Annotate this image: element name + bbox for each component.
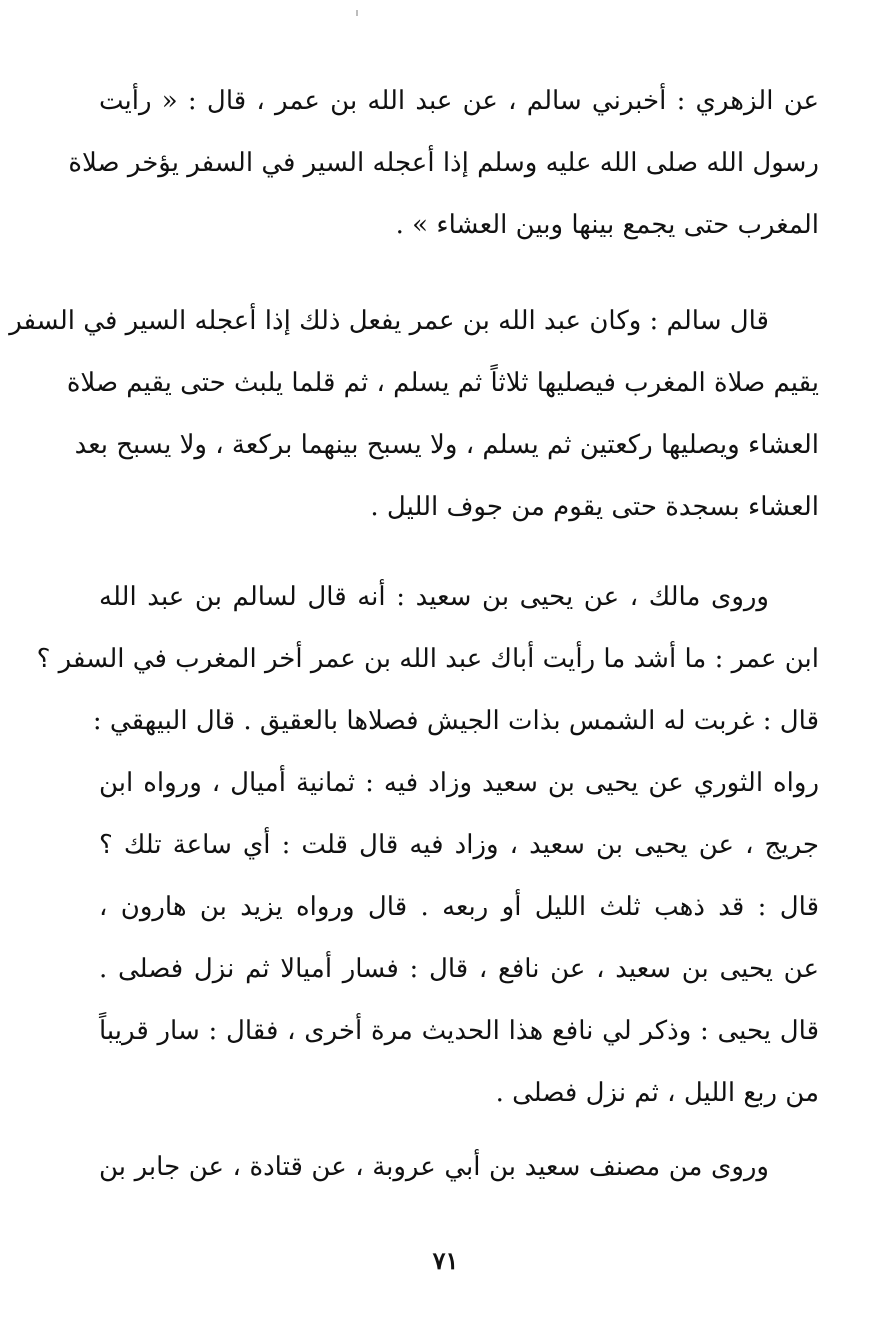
text-line: وروى من مصنف سعيد بن أبي عروبة ، عن قتادة ، عن جابر بن <box>99 1152 769 1182</box>
text-line: يقيم صلاة المغرب فيصليها ثلاثاً ثم يسلم ، ثم قلما يلبث حتى يقيم صلاة <box>66 368 819 398</box>
paragraph-3 <box>36 566 819 1124</box>
text-line: قال : غربت له الشمس بذات الجيش فصلاها بالعقيق . قال البيهقي : <box>92 706 819 736</box>
scan-mark <box>356 10 358 16</box>
text-line: العشاء ويصليها ركعتين ثم يسلم ، ولا يسبح بينهما بركعة ، ولا يسبح بعد <box>74 430 819 460</box>
text-line: وروى مالك ، عن يحيى بن سعيد : أنه قال لسالم بن عبد الله <box>99 582 769 612</box>
page-number: ٧١ <box>432 1246 459 1275</box>
paragraph-1 <box>68 70 819 256</box>
text-line: جريج ، عن يحيى بن سعيد ، وزاد فيه قال قلت : أي ساعة تلك ؟ <box>99 830 819 860</box>
text-line: العشاء بسجدة حتى يقوم من جوف الليل . <box>370 492 819 522</box>
text-line: رواه الثوري عن يحيى بن سعيد وزاد فيه : ثمانية أميال ، ورواه ابن <box>99 768 819 798</box>
text-line: رسول الله صلى الله عليه وسلم إذا أعجله السير في السفر يؤخر صلاة <box>68 148 819 178</box>
text-line: المغرب حتى يجمع بينها وبين العشاء » . <box>395 210 819 240</box>
text-line: عن الزهري : أخبرني سالم ، عن عبد الله بن عمر ، قال : « رأيت <box>99 86 819 116</box>
text-line: ابن عمر : ما أشد ما رأيت أباك عبد الله بن عمر أخر المغرب في السفر ؟ <box>36 644 819 674</box>
paragraph-2 <box>9 290 819 538</box>
text-line: قال يحيى : وذكر لي نافع هذا الحديث مرة أخرى ، فقال : سار قريباً <box>99 1016 819 1046</box>
text-line: من ربع الليل ، ثم نزل فصلى . <box>495 1078 819 1108</box>
text-line: عن يحيى بن سعيد ، عن نافع ، قال : فسار أميالا ثم نزل فصلى . <box>99 954 819 984</box>
text-line: قال : قد ذهب ثلث الليل أو ربعه . قال ورواه يزيد بن هارون ، <box>99 892 819 922</box>
text-line: قال سالم : وكان عبد الله بن عمر يفعل ذلك إذا أعجله السير في السفر <box>9 306 769 336</box>
paragraph-4 <box>99 1136 819 1198</box>
